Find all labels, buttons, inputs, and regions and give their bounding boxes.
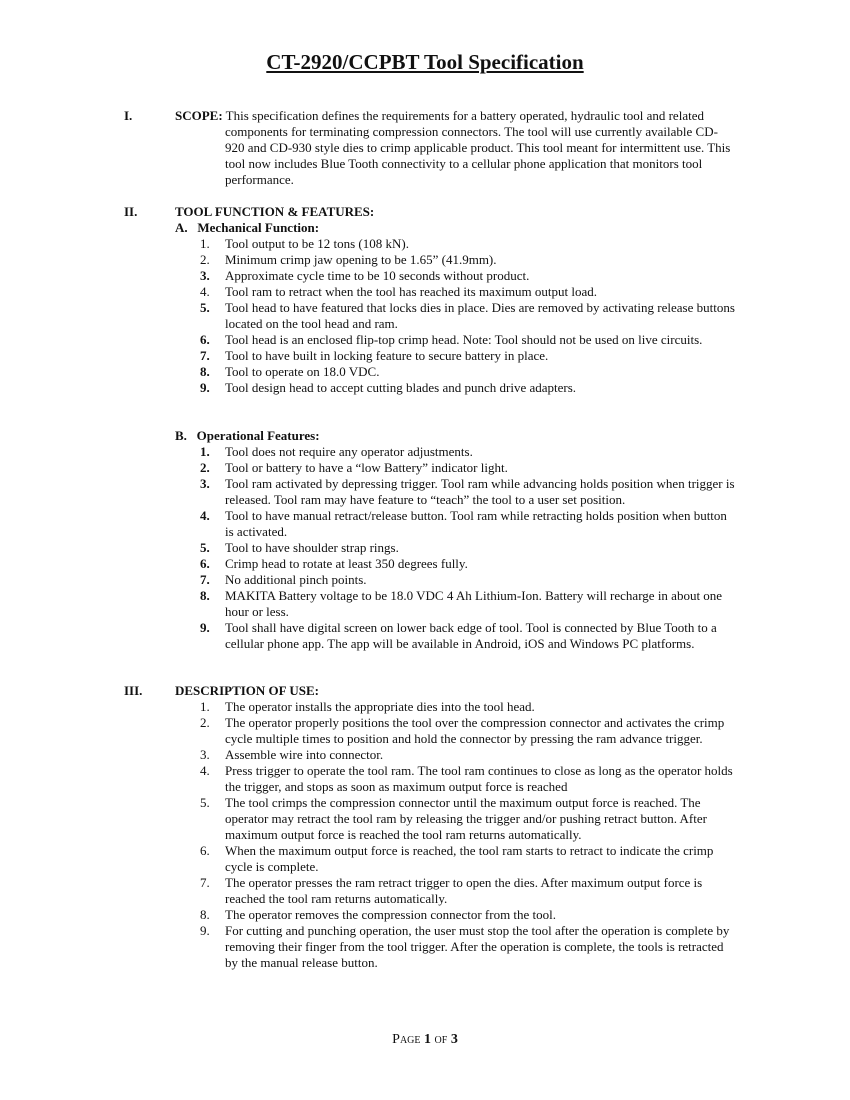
- list-item: [200, 763, 735, 795]
- item-text: Tool head is an enclosed flip-top crimp head. Note: Tool should not be used on live circuits.: [225, 332, 703, 347]
- item-text: Tool design head to accept cutting blades and punch drive adapters.: [225, 380, 577, 395]
- list-item: [200, 268, 735, 284]
- item-text: Tool to operate on 18.0 VDC.: [225, 364, 380, 379]
- section-heading: TOOL FUNCTION & FEATURES:: [175, 204, 375, 219]
- list-item: [200, 620, 735, 652]
- item-number: 7.: [200, 348, 210, 363]
- item-text: Tool ram activated by depressing trigger. Tool ram while advancing holds position when trigger is released. Tool ram may have feature to “teach” the tool to a user set position.: [225, 476, 735, 507]
- item-number: 1.: [200, 444, 210, 459]
- item-number: 6.: [200, 332, 210, 347]
- item-text: Press trigger to operate the tool ram. The tool ram continues to close as long as the operator holds the trigger, and stops as soon as maximum output force is reached: [225, 763, 733, 794]
- list-item: [200, 476, 735, 508]
- item-number: 2.: [200, 715, 210, 730]
- list-item: [200, 747, 735, 763]
- item-text: The operator installs the appropriate dies into the tool head.: [225, 699, 535, 714]
- scope-label: SCOPE:: [175, 108, 223, 123]
- item-number: 8.: [200, 364, 210, 379]
- list-item: [200, 364, 735, 380]
- item-number: 9.: [200, 380, 210, 395]
- item-number: 4.: [200, 284, 210, 299]
- scope-paragraph: [175, 108, 735, 188]
- list-item: [200, 588, 735, 620]
- list-item: [200, 923, 735, 971]
- page-number: 1: [424, 1032, 432, 1047]
- item-text: Tool or battery to have a “low Battery” indicator light.: [225, 460, 508, 475]
- item-number: 2.: [200, 460, 210, 475]
- item-number: 3.: [200, 747, 210, 762]
- page-footer: [0, 1032, 850, 1048]
- item-number: 9.: [200, 923, 210, 938]
- item-number: 7.: [200, 875, 210, 890]
- operational-list: [200, 444, 735, 652]
- item-text: The operator presses the ram retract trigger to open the dies. After maximum output force is reached the tool ram returns automatically.: [225, 875, 703, 906]
- item-number: 8.: [200, 907, 210, 922]
- item-number: 9.: [200, 620, 210, 635]
- list-item: [200, 508, 735, 540]
- section-heading: DESCRIPTION OF USE:: [175, 683, 319, 698]
- item-number: 3.: [200, 268, 210, 283]
- item-text: Tool shall have digital screen on lower back edge of tool. Tool is connected by Blue Tooth to a cellular phone app. The app will be available in Android, iOS and Windows PC platforms.: [225, 620, 717, 651]
- list-item: [200, 540, 735, 556]
- item-text: Tool ram to retract when the tool has reached its maximum output load.: [225, 284, 598, 299]
- item-text: Tool does not require any operator adjustments.: [225, 444, 473, 459]
- list-item: [200, 380, 735, 396]
- of-word: of: [431, 1032, 451, 1047]
- item-text: Tool to have manual retract/release button. Tool ram while retracting holds position when button is activated.: [225, 508, 727, 539]
- item-number: 5.: [200, 540, 210, 555]
- item-number: 7.: [200, 572, 210, 587]
- item-text: For cutting and punching operation, the user must stop the tool after the operation is complete by removing their finger from the tool trigger. After the operation is complete, the tools is retracted by the manual release button.: [225, 923, 730, 970]
- list-item: [200, 284, 735, 300]
- list-item: [200, 236, 735, 252]
- subsection-heading: B. Operational Features:: [175, 428, 320, 443]
- item-text: Tool to have shoulder strap rings.: [225, 540, 399, 555]
- list-item: [200, 444, 735, 460]
- list-item: [200, 907, 735, 923]
- item-text: Tool to have built in locking feature to secure battery in place.: [225, 348, 549, 363]
- item-number: 8.: [200, 588, 210, 603]
- item-text: Tool output to be 12 tons (108 kN).: [225, 236, 409, 251]
- section-number: III.: [124, 683, 143, 698]
- item-number: 6.: [200, 556, 210, 571]
- page-word: Page: [392, 1032, 425, 1047]
- list-item: [200, 300, 735, 332]
- item-text: Assemble wire into connector.: [225, 747, 384, 762]
- item-text: Crimp head to rotate at least 350 degrees fully.: [225, 556, 468, 571]
- scope-text: This specification defines the requirements for a battery operated, hydraulic tool and related components for terminating compression connectors. The tool will use currently available CD-920 and CD-930 style dies to crimp applicable product. This tool meant for intermittent use. This tool now includes Blue Tooth connectivity to a cellular phone application that monitors tool performance.: [222, 108, 731, 187]
- item-text: Minimum crimp jaw opening to be 1.65” (41.9mm).: [225, 252, 497, 267]
- list-item: [200, 556, 735, 572]
- item-number: 4.: [200, 508, 210, 523]
- item-text: The tool crimps the compression connector until the maximum output force is reached. The operator may retract the tool ram by releasing the trigger and/or pushing retract button. After maximum output force is reached the tool ram returns automatically.: [225, 795, 707, 842]
- list-item: [200, 252, 735, 268]
- list-item: [200, 875, 735, 907]
- item-number: 3.: [200, 476, 210, 491]
- item-number: 5.: [200, 300, 210, 315]
- list-item: [200, 572, 735, 588]
- mechanical-list: [200, 236, 735, 396]
- list-item: [200, 348, 735, 364]
- section-number: II.: [124, 204, 138, 219]
- list-item: [200, 699, 735, 715]
- subsection-heading: A. Mechanical Function:: [175, 220, 320, 235]
- item-number: 4.: [200, 763, 210, 778]
- item-text: Approximate cycle time to be 10 seconds without product.: [225, 268, 530, 283]
- use-list: [200, 699, 735, 971]
- list-item: [200, 460, 735, 476]
- item-number: 5.: [200, 795, 210, 810]
- page-total: 3: [450, 1032, 458, 1047]
- item-text: When the maximum output force is reached, the tool ram starts to retract to indicate the crimp cycle is complete.: [225, 843, 714, 874]
- document-title: CT-2920/CCPBT Tool Specification: [266, 50, 584, 74]
- list-item: [200, 332, 735, 348]
- list-item: [200, 795, 735, 843]
- item-number: 1.: [200, 236, 210, 251]
- item-text: The operator properly positions the tool over the compression connector and activates the crimp cycle multiple times to position and hold the connector by pressing the ram advance trigger.: [225, 715, 725, 746]
- section-number: I.: [124, 108, 133, 123]
- list-item: [200, 843, 735, 875]
- item-number: 6.: [200, 843, 210, 858]
- item-number: 2.: [200, 252, 210, 267]
- item-text: Tool head to have featured that locks dies in place. Dies are removed by activating release buttons located on the tool head and ram.: [225, 300, 735, 331]
- item-text: No additional pinch points.: [225, 572, 367, 587]
- item-number: 1.: [200, 699, 210, 714]
- item-text: MAKITA Battery voltage to be 18.0 VDC 4 Ah Lithium-Ion. Battery will recharge in about one hour or less.: [225, 588, 723, 619]
- item-text: The operator removes the compression connector from the tool.: [225, 907, 557, 922]
- list-item: [200, 715, 735, 747]
